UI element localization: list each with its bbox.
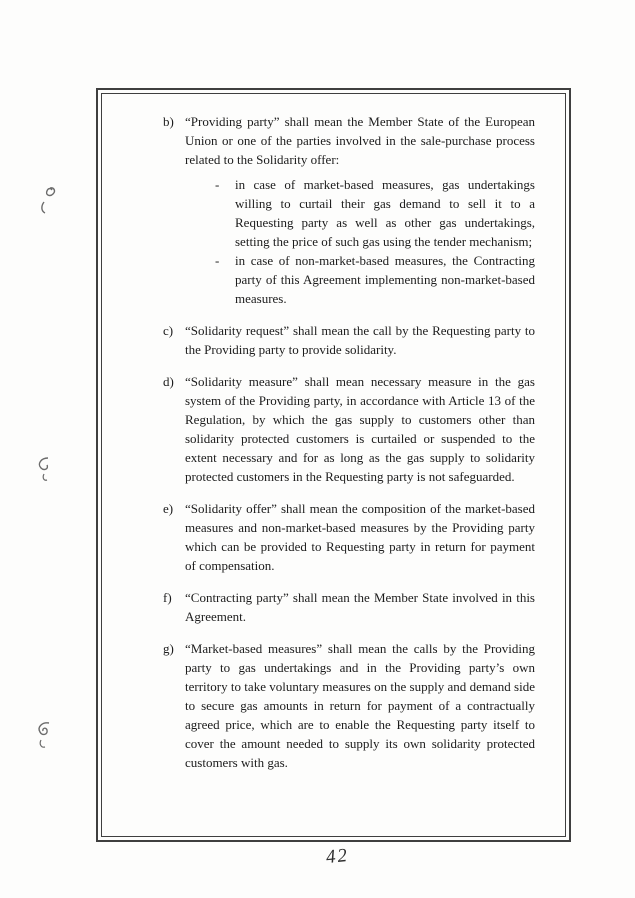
sublist-item: [215, 251, 535, 308]
document-content: [163, 112, 535, 785]
dash-bullet: -: [215, 253, 220, 268]
definition-text: “Contracting party” shall mean the Member State involved in this Agreement.: [185, 590, 535, 624]
definition-label: c): [163, 323, 174, 338]
pen-mark-icon: [32, 718, 58, 752]
definition-text: “Solidarity request” shall mean the call by the Requesting party to the Providing party to provide solidarity.: [185, 323, 535, 357]
definition-label: b): [163, 114, 174, 129]
pen-mark-icon: [32, 452, 58, 486]
pen-mark-icon: [36, 184, 62, 218]
definition-item-c: [163, 321, 535, 359]
definition-text: “Market-based measures” shall mean the calls by the Providing party to gas undertakings and in the Providing party’s own territory to take voluntary measures on the supply and demand side to secure gas amounts in return for payment of a contractually agreed price, which are to enable the Requesting party itself to cover the amount needed to supply its own solidarity protected customers with gas.: [185, 641, 535, 770]
definition-text: “Solidarity offer” shall mean the composition of the market-based measures and non-market-based measures by the Providing party which can be provided to Requesting party in return for payment of compensation.: [185, 501, 535, 573]
dash-bullet: -: [215, 177, 220, 192]
definition-label: e): [163, 501, 174, 516]
sublist-item-text: in case of non-market-based measures, the Contracting party of this Agreement implementing non-market-based measures.: [235, 253, 535, 306]
sublist-item: [215, 175, 535, 251]
sublist-item-text: in case of market-based measures, gas undertakings willing to curtail their gas demand to sell it to a Requesting party as well as other gas undertakings, setting the price of such gas using the tender mechanism;: [235, 177, 535, 249]
definition-item-d: [163, 372, 535, 486]
definition-text: “Solidarity measure” shall mean necessary measure in the gas system of the Providing party, in accordance with Article 13 of the Regulation, by which the gas supply to customers other than solidarity protected customers is curtailed or suspended to the extent necessary and for as long as the gas supply to solidarity protected customers in the Requesting party is not safeguarded.: [185, 374, 535, 484]
definition-sublist: [215, 175, 535, 308]
definition-item-e: [163, 499, 535, 575]
definition-label: g): [163, 641, 174, 656]
definition-label: f): [163, 590, 172, 605]
definition-item-b: [163, 112, 535, 308]
definition-item-g: [163, 639, 535, 772]
definition-text: “Providing party” shall mean the Member State of the European Union or one of the parties involved in the sale-purchase process related to the Solidarity offer:: [185, 114, 535, 167]
definition-item-f: [163, 588, 535, 626]
definition-label: d): [163, 374, 174, 389]
handwritten-page-number: 42: [324, 844, 350, 869]
